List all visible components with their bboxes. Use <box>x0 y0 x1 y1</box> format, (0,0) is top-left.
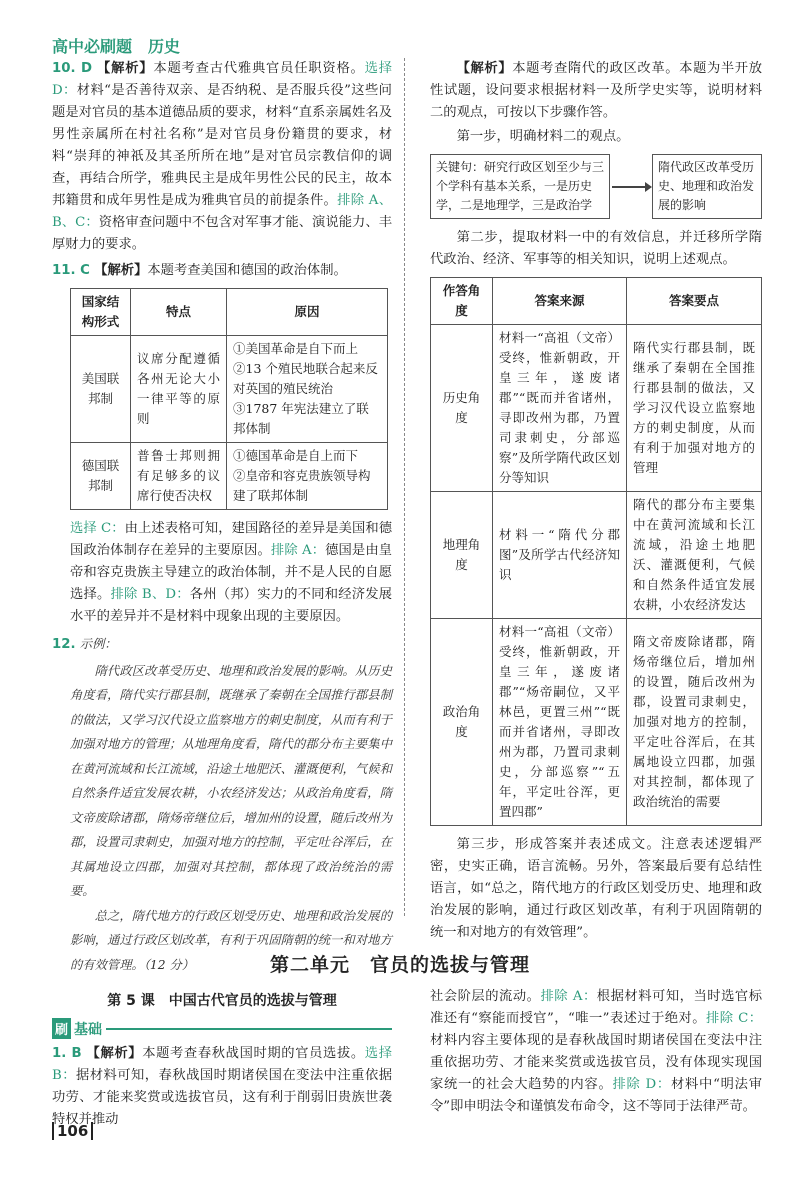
flow-key-sentence: 关键句：研究行政区划至少与三个学科有基本关系，一是历史学，二是地理学，三是政治学 <box>430 154 610 219</box>
answer-11: 11. C 【解析】本题考查美国和德国的政治体制。 <box>52 263 347 278</box>
lesson-right <box>430 986 762 1120</box>
analysis-tag: 【解析】 <box>97 61 154 76</box>
step-2: 第二步，提取材料一中的有效信息，并迁移所学隋代政治、经济、军事等的相关知识，说明上述观点。 <box>430 230 762 267</box>
answer-12-summary: 总之，隋代地方的行政区划受历史、地理和政治发展的影响，通过行政区划改革，有利于巩固隋朝的统一和对地方的有效管理。（12 分） <box>70 908 392 972</box>
brush-icon: 刷 <box>52 1018 71 1039</box>
question-number: 11. C <box>52 263 90 278</box>
question-number: 10. D <box>52 61 93 76</box>
right-column <box>430 58 762 946</box>
left-column <box>52 58 392 977</box>
table-header: 答案来源 <box>493 278 627 325</box>
table-header: 作答角度 <box>431 278 493 325</box>
table-row: 历史角度 材料一“高祖（文帝）受终，惟新朝政，开皇三年，遂废诸郡”“既而并省诸州，寻即改州为郡，乃置司隶刺史，分部巡察”及所学隋代政区划分等知识 隋代实行郡县制，既继承了秦朝在全国推行郡县制的做法，又学习汉代设立监察地方的刺史制度，从而有利于加强对地方的管理 <box>431 325 762 492</box>
analysis-intro: 【解析】本题考查隋代的政区改革。本题为半开放性试题，设问要求根据材料一及所学史实等，说明材料二的观点，可按以下步骤作答。 <box>430 61 763 120</box>
answer-table <box>430 277 762 826</box>
badge-underline <box>106 1028 392 1030</box>
table-row: 地理角度 材料一“隋代分郡图”及所学古代经济知识 隋代的郡分布主要集中在黄河流域和长江流域，沿途土地肥沃、灌溉便利，气候和自然条件适宜发展农耕，小农经济发达 <box>431 492 762 619</box>
table-row: 政治角度 材料一“高祖（文帝）受终，惟新朝政，开皇三年，遂废诸郡”“炀帝嗣位，又平林邑，更置三州”“既而并省诸州，寻即改州为郡，乃置司隶刺史，分部巡察”“五年，平定吐谷浑，更置四郡” 隋文帝废除诸郡，隋炀帝继位后，增加州的设置，随后改州为郡，设置司隶刺史，加强对地方的控制，平定吐谷浑后，在其属地设立四郡，加强对其控制，都体现了政治统治的需要 <box>431 619 762 826</box>
lesson-left <box>52 990 392 1133</box>
table-header: 国家结构形式 <box>71 289 131 336</box>
page-number: 106 <box>52 1122 93 1140</box>
page-header-title: 高中必刷题 历史 <box>52 37 181 56</box>
lesson-answer-1-continued: 社会阶层的流动。排除 A：根据材料可知，当时选官标准还有“察能而授官”，“唯一”表述过于绝对。排除 C：材料内容主要体现的是春秋战国时期诸侯国在变法中注重依据功劳、才能来奖赏或选拔官员，没有体现实现国家统一的社会大趋势的内容。排除 D：材料中“明法审令”即申明法令和谨慎发布命令，这不等同于法律严苛。 <box>430 989 762 1114</box>
arrow-right-icon <box>612 186 650 188</box>
step-3: 第三步，形成答案并表述成文。注意表述逻辑严密，史实正确，语言流畅。另外，答案最后要有总结性语言，如“总之，隋代地方的行政区划受历史、地理和政治发展的影响，通过行政区划改革，有利于巩固隋朝的统一和对地方的有效管理”。 <box>430 837 762 940</box>
lesson-answer-1: 1. B 【解析】本题考查春秋战国时期的官员选拔。选择 B：据材料可知，春秋战国时期诸侯国在变法中注重依据功劳、才能来奖赏或选拔官员，这有利于削弱旧贵族世袭特权并推动 <box>52 1046 393 1127</box>
flow-viewpoint: 隋代政区改革受历史、地理和政治发展的影响 <box>652 154 762 219</box>
question-number: 12. <box>52 637 76 652</box>
step-1: 第一步，明确材料二的观点。 <box>456 129 630 144</box>
table-header: 答案要点 <box>627 278 762 325</box>
lesson-title: 第 5 课 中国古代官员的选拔与管理 <box>107 993 337 1009</box>
comparison-table <box>70 288 388 510</box>
unit-title: 第二单元 官员的选拔与管理 <box>269 954 530 976</box>
table-row: 德国联邦制 普鲁士邦则拥有足够多的议席行使否决权 ①德国革命是自上而下 ②皇帝和容克贵族领导构建了联邦体制 <box>71 443 388 510</box>
column-divider <box>404 58 405 916</box>
answer-10: 10. D 【解析】本题考查古代雅典官员任职资格。选择 D：材料“是否善待双亲、是否纳税、是否服兵役”这些问题是对官员的基本道德品质的要求，材料“直系亲属姓名及男性亲属所在村社名称”是对官员身份籍贯的要求，材料“崇拜的神祇及其圣所所在地”是对官员宗教信仰的调查，再结合所学，雅典民主是成年男性公民的民主，故本邦籍贯和成年男性是成为雅典官员的前提条件。排除 A、B、C：资格审查问题中不包含对军事才能、演说能力、丰厚财力的要求。 <box>52 61 393 252</box>
badge-label: 基础 <box>74 1021 103 1038</box>
basic-badge <box>52 1018 392 1039</box>
answer-11-explanation: 选择 C：由上述表格可知，建国路径的差异是美国和德国政治体制存在差异的主要原因。排除 A：德国是由皇帝和容克贵族主导建立的政治体制，并不是人民的自愿选择。排除 B、D：各州（邦）实力的不同和经济发展水平的差异并不是材料中现象出现的主要原因。 <box>70 521 393 624</box>
table-header: 原因 <box>227 289 388 336</box>
answer-12-paragraph: 隋代政区改革受历史、地理和政治发展的影响。从历史角度看，隋代实行郡县制，既继承了秦朝在全国推行郡县制的做法，又学习汉代设立监察地方的刺史制度，从而有利于加强对地方的管理；从地理角度看，隋代的郡分布主要集中在黄河流域和长江流域，沿途土地肥沃、灌溉便利，气候和自然条件适宜发展农耕，小农经济发达；从政治角度看，隋文帝废除诸郡，隋炀帝继位后，增加州的设置，随后改州为郡，设置司隶刺史，加强对地方的控制，平定吐谷浑后，在其属地设立四郡，加强对其控制，都体现了政治统治的需要。 <box>70 663 392 898</box>
table-header: 特点 <box>131 289 227 336</box>
answer-12: 12. 示例： <box>52 637 117 652</box>
table-row: 美国联邦制 议席分配遵循各州无论大小一律平等的原则 ①美国革命是自下而上 ②13 个殖民地联合起来反对英国的殖民统治 ③1787 年宪法建立了联邦体制 <box>71 336 388 443</box>
analysis-tag: 【解析】 <box>94 263 148 278</box>
viewpoint-flow <box>430 154 762 219</box>
